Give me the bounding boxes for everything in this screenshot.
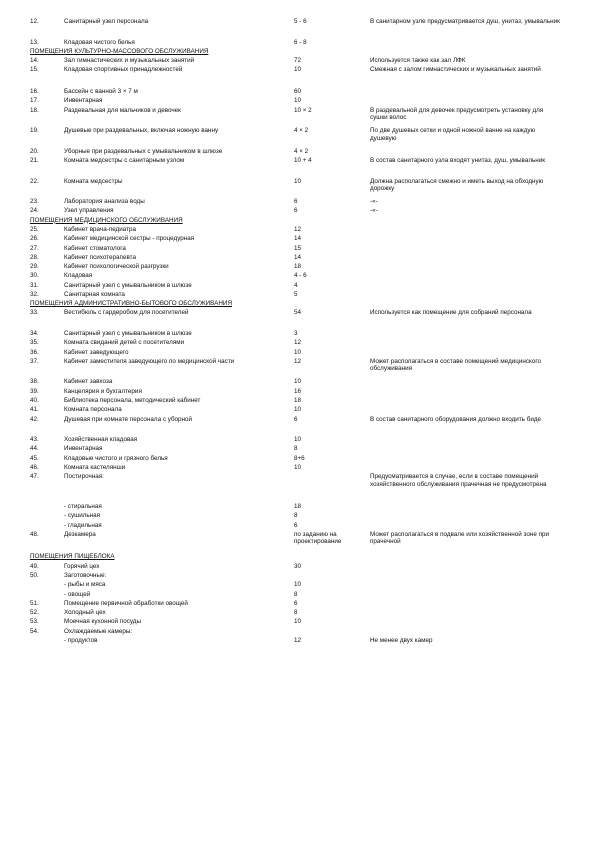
room-name: Холодный цех (64, 609, 106, 617)
room-name: Комната кастелянши (64, 463, 126, 471)
room-name: Инвентарная (64, 445, 103, 453)
area-value: 10 (294, 463, 302, 471)
table-row (30, 464, 560, 473)
row-number: 18. (30, 106, 39, 114)
row-number: 54. (30, 627, 39, 635)
table-row (30, 600, 560, 609)
table-row (30, 388, 560, 397)
row-number: 14. (30, 57, 39, 65)
row-number: 26. (30, 235, 39, 243)
row-number: 37. (30, 357, 39, 365)
room-note: В состав санитарного оборудования должно входить биде (370, 415, 542, 423)
room-name: Библиотека персонала, методический кабинет (64, 396, 201, 404)
area-value: 6 (294, 207, 298, 215)
table-row (30, 178, 560, 199)
table-row (30, 107, 560, 128)
area-value: 8+6 (294, 454, 305, 462)
area-value: 12 (294, 339, 302, 347)
room-name: Кабинет психотерапевта (64, 253, 136, 261)
room-name: Бассейн с ванной 3 × 7 м (64, 88, 138, 96)
room-name: Санитарный узел с умывальником в шлюзе (64, 281, 192, 289)
room-name: Зал гимнастических и музыкальных занятий (64, 57, 195, 65)
table-row (30, 445, 560, 454)
table-row (30, 66, 560, 88)
room-note: -«- (370, 198, 378, 206)
row-number: 36. (30, 348, 39, 356)
area-value: по заданию на проектирование (294, 530, 342, 546)
room-name: Охлаждаемые камеры: (64, 627, 133, 635)
row-number: 50. (30, 572, 39, 580)
room-name: Кабинет врача-педиатра (64, 226, 137, 234)
room-name: Дезкамера (64, 530, 96, 538)
section-heading: ПОМЕЩЕНИЯ ПИЩЕБЛОКА (30, 553, 115, 561)
room-name: Узел управления (64, 207, 114, 215)
room-name: Кладовая чистого белья (64, 38, 135, 46)
room-name: Постирочная: (64, 473, 104, 481)
table-row (30, 378, 560, 387)
row-number: 51. (30, 599, 39, 607)
room-name: - рыбы и мяса (64, 581, 106, 589)
room-name: Горячий цех (64, 562, 100, 570)
room-note: В санитарном узле предусматривается душ, унитаз, умывальник (370, 18, 560, 25)
row-number: 52. (30, 609, 39, 617)
table-row (30, 531, 560, 554)
room-name: Санитарный узел персонала (64, 18, 149, 25)
table-row (30, 572, 560, 581)
room-name: Канцелярия и бухгалтерия (64, 387, 142, 395)
room-note: По две душевых сетки и одной ножной ванне на каждую душевую (370, 127, 536, 142)
area-value: 6 (294, 521, 298, 529)
row-number: 48. (30, 530, 39, 538)
table-row (30, 628, 560, 637)
row-number: 21. (30, 157, 39, 165)
row-number: 30. (30, 272, 39, 280)
row-number: 33. (30, 309, 39, 317)
row-number: 38. (30, 378, 39, 386)
room-name: Моечная кухонной посуды (64, 618, 142, 626)
table-row (30, 272, 560, 281)
row-number: 29. (30, 263, 39, 271)
table-row (30, 512, 560, 521)
table-row (30, 591, 560, 600)
room-note: В состав санитарного узла входят унитаз, душ, умывальник (370, 157, 546, 165)
room-name: Кладовая (64, 272, 93, 280)
area-value: 10 + 4 (294, 157, 312, 165)
table-row (30, 436, 560, 445)
table-row (30, 637, 560, 646)
room-name: Раздевальная для мальчиков и девочек (64, 106, 181, 114)
room-note: Используется также как зал ЛФК (370, 57, 466, 65)
area-value: 18 (294, 263, 302, 271)
section-heading: ПОМЕЩЕНИЯ КУЛЬТУРНО-МАССОВОГО ОБСЛУЖИВАНИЯ (30, 47, 209, 55)
row-number: 31. (30, 281, 39, 289)
area-value: 5 (294, 290, 298, 298)
table-row (30, 207, 560, 216)
area-value: 5 - 6 (294, 18, 307, 25)
table-row (30, 97, 560, 106)
room-name: Заготовочные: (64, 572, 107, 580)
area-value: 12 (294, 226, 302, 234)
row-number: 53. (30, 618, 39, 626)
table-row (30, 291, 560, 300)
room-name: - гладильная (64, 521, 102, 529)
row-number: 47. (30, 473, 39, 481)
area-value: 10 × 2 (294, 106, 312, 114)
room-name: Кабинет заместителя заведующего по медицинской части (64, 357, 235, 365)
room-name: - продуктов (64, 636, 98, 644)
table-row (30, 522, 560, 531)
row-number: 40. (30, 396, 39, 404)
table-row (30, 127, 560, 148)
area-value: 4 × 2 (294, 147, 309, 155)
table-row (30, 235, 560, 244)
area-value: 10 (294, 97, 302, 105)
room-name: Душевая при комнате персонала с уборной (64, 415, 193, 423)
row-number: 32. (30, 290, 39, 298)
table-row (30, 157, 560, 178)
area-value: 8 (294, 590, 298, 598)
room-note: Может располагаться в составе помещений медицинского обслуживания (370, 357, 542, 373)
table-row (30, 330, 560, 339)
row-number: 19. (30, 127, 39, 135)
row-number: 23. (30, 198, 39, 206)
room-name: Лаборатория анализа воды (64, 198, 145, 206)
table-row (30, 358, 560, 379)
area-value: 4 - 6 (294, 272, 307, 280)
area-value: 6 (294, 599, 298, 607)
table-row (30, 455, 560, 464)
room-name: Комната медсестры с санитарным узлом (64, 157, 185, 165)
row-number: 45. (30, 454, 39, 462)
area-value: 8 (294, 445, 298, 453)
row-number: 22. (30, 177, 39, 185)
area-value: 10 (294, 348, 302, 356)
section-heading: ПОМЕЩЕНИЯ МЕДИЦИНСКОГО ОБСЛУЖИВАНИЯ (30, 216, 183, 224)
room-note: Может располагаться в подвале или хозяйственной зоне при прачечной (370, 530, 550, 546)
room-name: Кабинет завхоза (64, 378, 113, 386)
row-number: 15. (30, 66, 39, 74)
table-row (30, 609, 560, 618)
table-row (30, 563, 560, 572)
table-row (30, 416, 560, 437)
area-value: 16 (294, 387, 302, 395)
section-heading: ПОМЕЩЕНИЯ АДМИНИСТРАТИВНО-БЫТОВОГО ОБСЛУЖИВАНИЯ (30, 300, 232, 308)
room-name: Душевые при раздевальных, включая ножную ванну (64, 127, 219, 135)
table-row (30, 263, 560, 272)
table-row (30, 254, 560, 263)
room-note: Должна располагаться смежно и иметь выход на обходную дорожку (370, 177, 544, 193)
room-name: Помещение первичной обработки овощей (64, 599, 188, 607)
row-number: 28. (30, 253, 39, 261)
area-value: 18 (294, 396, 302, 404)
row-number: 44. (30, 445, 39, 453)
table-row (30, 245, 560, 254)
area-value: 10 (294, 66, 302, 74)
table-row (30, 406, 560, 415)
room-name: Кладовая спортивных принадлежностей (64, 66, 183, 74)
area-value: 10 (294, 177, 302, 185)
area-value: 8 (294, 609, 298, 617)
room-name: Кабинет заведующего (64, 348, 129, 356)
area-value: 72 (294, 57, 302, 65)
table-row (30, 581, 560, 590)
area-value: 18 (294, 503, 302, 511)
area-value: 14 (294, 253, 302, 261)
row-number: 39. (30, 387, 39, 395)
table-row (30, 148, 560, 157)
area-value: 6 - 8 (294, 38, 307, 46)
room-name: Вестибюль с гардеробом для посетителей (64, 309, 189, 317)
area-value: 10 (294, 581, 302, 589)
room-name: Кабинет психологической разгрузки (64, 263, 169, 271)
table-row (30, 88, 560, 97)
area-value: 10 (294, 378, 302, 386)
row-number: 12. (30, 18, 39, 25)
row-number: 43. (30, 436, 39, 444)
area-value: 60 (294, 88, 302, 96)
area-value: 15 (294, 244, 302, 252)
row-number: 17. (30, 97, 39, 105)
room-note: Не менее двух камер (370, 636, 433, 644)
table-row (30, 503, 560, 512)
row-number: 13. (30, 38, 39, 46)
area-value: 4 (294, 281, 298, 289)
area-value: 12 (294, 357, 302, 365)
row-number: 34. (30, 330, 39, 338)
row-number: 35. (30, 339, 39, 347)
room-name: Комната свиданий детей с посетителями (64, 339, 185, 347)
room-name: - сушильная (64, 512, 101, 520)
area-value: 6 (294, 198, 298, 206)
room-note: Предусматривается в случае, если в составе помещений хозяйственного обслуживания прачечная не предусмотрена (370, 473, 547, 488)
table-row (30, 618, 560, 627)
area-value: 10 (294, 618, 302, 626)
area-value: 6 (294, 415, 298, 423)
room-note: Используется как помещение для собраний персонала (370, 309, 532, 317)
row-number: 46. (30, 463, 39, 471)
table-row (30, 473, 560, 503)
room-name: Хозяйственная кладовая (64, 436, 138, 444)
room-name: Уборные при раздевальных с умывальником в шлюзе (64, 147, 223, 155)
room-name: Санитарный узел с умывальником в шлюзе (64, 330, 192, 338)
room-name: - стиральная (64, 503, 102, 511)
row-number: 20. (30, 147, 39, 155)
area-value: 10 (294, 406, 302, 414)
room-name: Санитарная комната (64, 290, 125, 298)
row-number: 16. (30, 88, 39, 96)
table-row (30, 282, 560, 291)
room-note: Смежная с залом гимнастических и музыкальных занятий (370, 66, 541, 74)
area-value: 8 (294, 512, 298, 520)
area-value: 4 × 2 (294, 127, 309, 135)
table-row (30, 339, 560, 348)
area-value: 10 (294, 436, 302, 444)
area-value: 14 (294, 235, 302, 243)
row-number: 24. (30, 207, 39, 215)
document-body (30, 18, 560, 646)
row-number: 41. (30, 406, 39, 414)
row-number: 25. (30, 226, 39, 234)
room-name: Кладовые чистого и грязного белья (64, 454, 168, 462)
area-value: 30 (294, 562, 302, 570)
room-name: Кабинет медицинской сестры - процедурная (64, 235, 195, 243)
room-name: Комната медсестры (64, 177, 123, 185)
area-value: 54 (294, 309, 302, 317)
area-value: 3 (294, 330, 298, 338)
table-row (30, 39, 560, 48)
table-row (30, 198, 560, 207)
area-value: 12 (294, 636, 302, 644)
room-name: - овощей (64, 590, 91, 598)
room-note: В раздевальной для девочек предусмотреть установку для сушки волос (370, 106, 544, 122)
room-name: Комната персонала (64, 406, 122, 414)
table-row (30, 397, 560, 406)
table-row (30, 18, 560, 39)
row-number: 42. (30, 415, 39, 423)
room-name: Кабинет стоматолога (64, 244, 126, 252)
table-row (30, 226, 560, 235)
table-row (30, 349, 560, 358)
table-row (30, 309, 560, 330)
row-number: 27. (30, 244, 39, 252)
room-note: -«- (370, 207, 378, 215)
room-name: Инвентарная (64, 97, 103, 105)
row-number: 49. (30, 562, 39, 570)
